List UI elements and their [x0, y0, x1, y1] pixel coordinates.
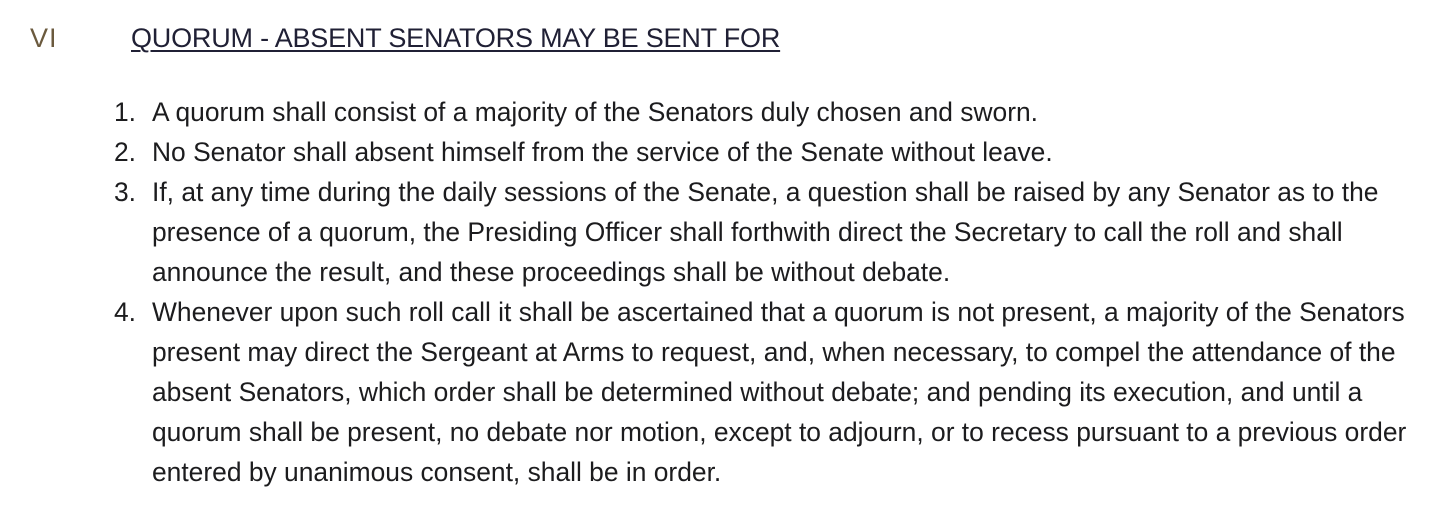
- clause-number: 3.: [113, 177, 136, 207]
- rule-title: QUORUM - ABSENT SENATORS MAY BE SENT FOR: [131, 23, 781, 53]
- clause-list: [0, 92, 1456, 492]
- clause-text: Whenever upon such roll call it shall be ascertained that a quorum is not present, a majority of the Senators present may direct the Sergeant at Arms to request, and, when necessary, to compel the attendance of the absent Senators, which order shall be determined without debate; and pending its execution, and until a quorum shall be present, no debate nor motion, except to adjourn, or to recess pursuant to a previous order entered by unanimous consent, shall be in order.: [152, 297, 1407, 487]
- clause-number: 2.: [113, 137, 136, 167]
- clause-text: A quorum shall consist of a majority of the Senators duly chosen and sworn.: [152, 97, 1039, 127]
- clause-number: 4.: [113, 297, 136, 327]
- clause-item: [0, 132, 1456, 172]
- clause-text: If, at any time during the daily sessions of the Senate, a question shall be raised by any Senator as to the presence of a quorum, the Presiding Officer shall forthwith direct the Secretary to call the roll and shall announce the result, and these proceedings shall be without debate.: [152, 177, 1379, 287]
- rule-header: [0, 16, 1456, 60]
- clause-item: [0, 292, 1456, 492]
- rule-number: VI: [30, 23, 58, 53]
- clause-item: [0, 92, 1456, 132]
- clause-text: No Senator shall absent himself from the service of the Senate without leave.: [152, 137, 1053, 167]
- clause-item: [0, 172, 1456, 292]
- clause-number: 1.: [113, 97, 136, 127]
